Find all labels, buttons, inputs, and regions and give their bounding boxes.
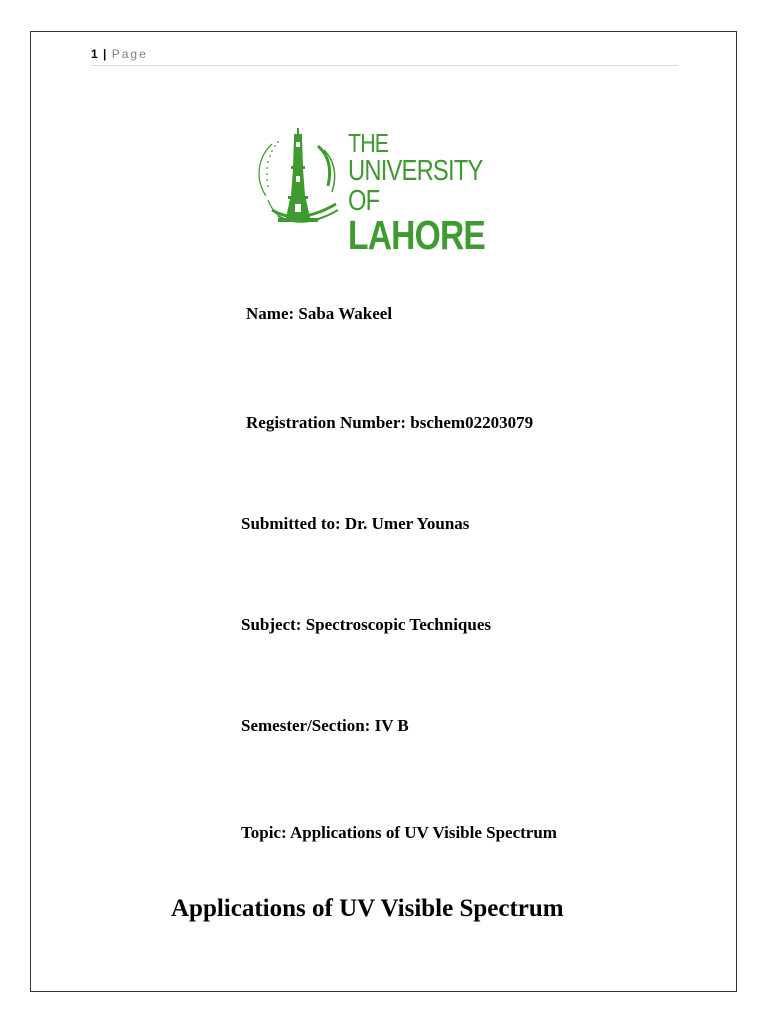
university-logo bbox=[258, 126, 528, 258]
minar-emblem-icon bbox=[258, 126, 344, 230]
logo-wordmark bbox=[348, 128, 496, 258]
subject: Subject: Spectroscopic Techniques bbox=[241, 615, 491, 634]
logo-line-lahore: LAHORE bbox=[348, 212, 486, 258]
logo-line-university: UNIVERSITY OF bbox=[348, 155, 483, 217]
submitted-to: Submitted to: Dr. Umer Younas bbox=[241, 514, 470, 533]
registration-number: Registration Number: bschem02203079 bbox=[246, 413, 534, 432]
page-number: 1 bbox=[91, 47, 98, 61]
student-name: Name: Saba Wakeel bbox=[246, 304, 393, 323]
page-label: Page bbox=[111, 47, 148, 61]
topic: Topic: Applications of UV Visible Spectrum bbox=[241, 823, 557, 842]
logo-line-the: THE bbox=[348, 128, 389, 158]
document-title: Applications of UV Visible Spectrum bbox=[171, 895, 564, 922]
header-separator: | bbox=[103, 47, 107, 61]
semester-section: Semester/Section: IV B bbox=[241, 716, 409, 735]
page-header bbox=[91, 46, 678, 66]
